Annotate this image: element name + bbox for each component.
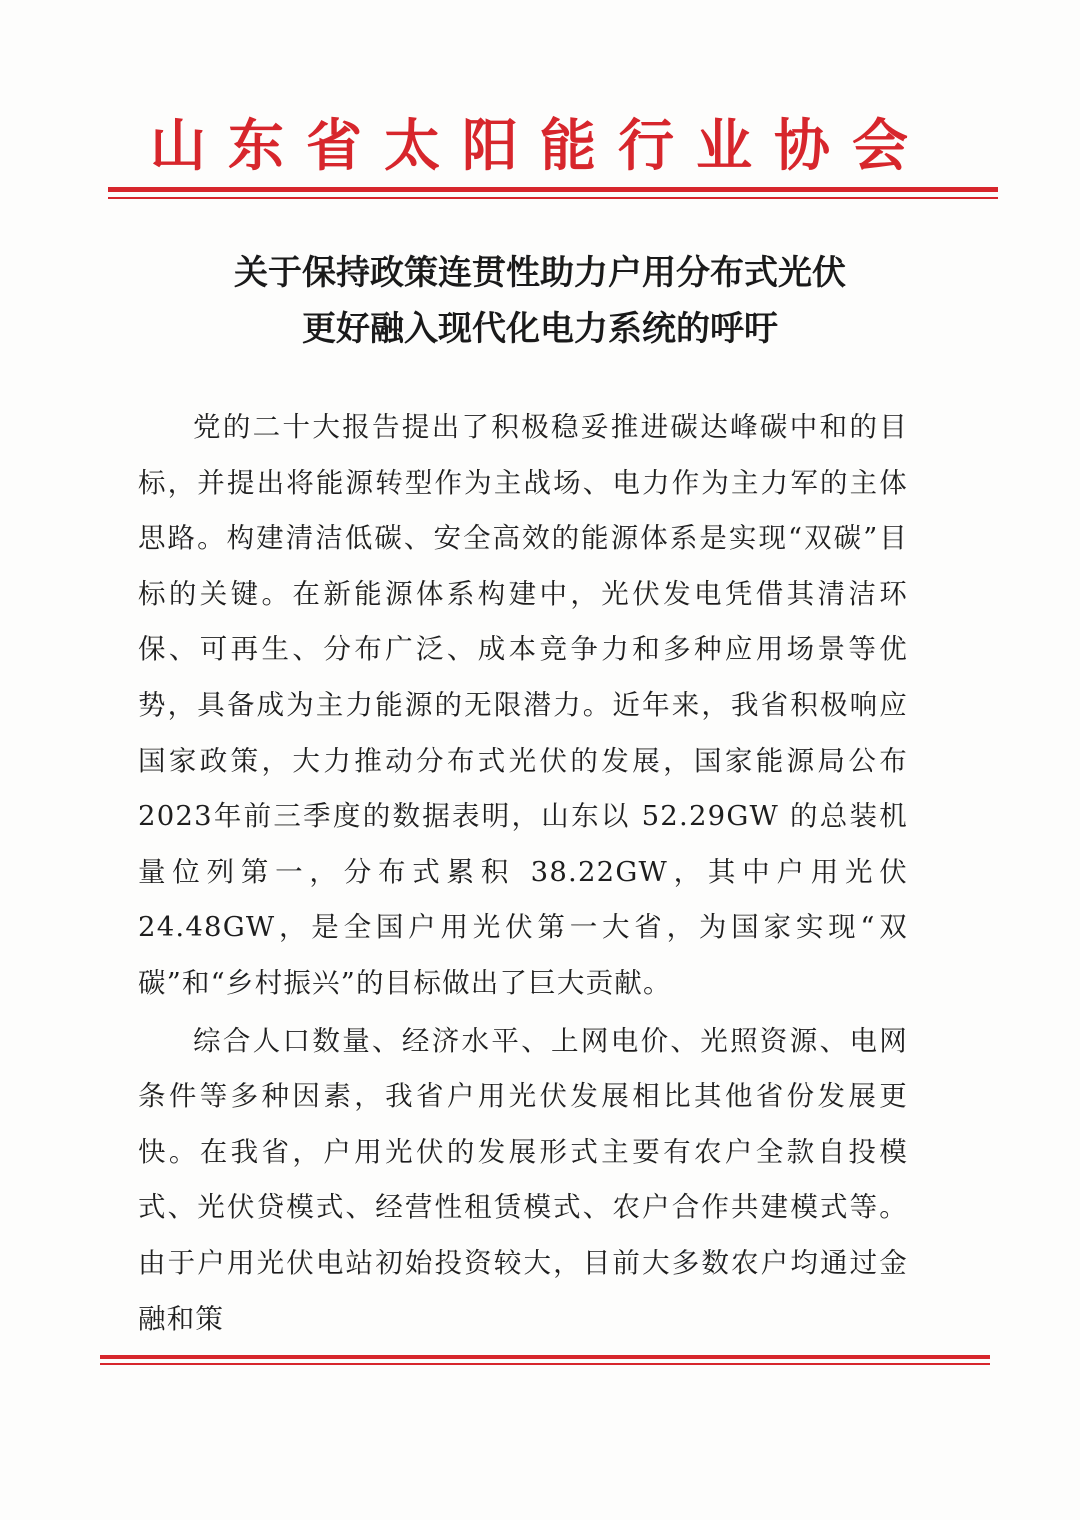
document-body [138,400,908,1347]
footer-divider-thin [100,1363,990,1365]
header-divider-thick [108,187,998,192]
document-title-line-1: 关于保持政策连贯性助力户用分布式光伏 [234,253,846,293]
header-divider-thin [108,197,998,199]
body-paragraph-2: 综合人口数量、经济水平、上网电价、光照资源、电网条件等多种因素，我省户用光伏发展相比其他省份发展更快。在我省，户用光伏的发展形式主要有农户全款自投模式、光伏贷模式、经营性租赁模式、农户合作共建模式等。由于户用光伏电站初始投资较大，目前大多数农户均通过金融和策 [138,1024,908,1335]
organization-header: 山东省太阳能行业协会 [150,114,930,179]
document-title-line-2: 更好融入现代化电力系统的呼吁 [302,309,778,349]
document-title [100,245,980,357]
body-paragraph-1: 党的二十大报告提出了积极稳妥推进碳达峰碳中和的目标，并提出将能源转型作为主战场、电力作为主力军的主体思路。构建清洁低碳、安全高效的能源体系是实现“双碳”目标的关键。在新能源体系构建中，光伏发电凭借其清洁环保、可再生、分布广泛、成本竞争力和多种应用场景等优势，具备成为主力能源的无限潜力。近年来，我省积极响应国家政策，大力推动分布式光伏的发展，国家能源局公布 2023年前三季度的数据表明，山东以 52.29GW 的总装机量位列第一，分布式累积 38.22GW，其中户用光伏 24.48GW，是全国户用光伏第一大省，为国家实现“双碳”和“乡村振兴”的目标做出了巨大贡献。 [138,411,908,999]
footer-divider-thick [100,1355,990,1359]
